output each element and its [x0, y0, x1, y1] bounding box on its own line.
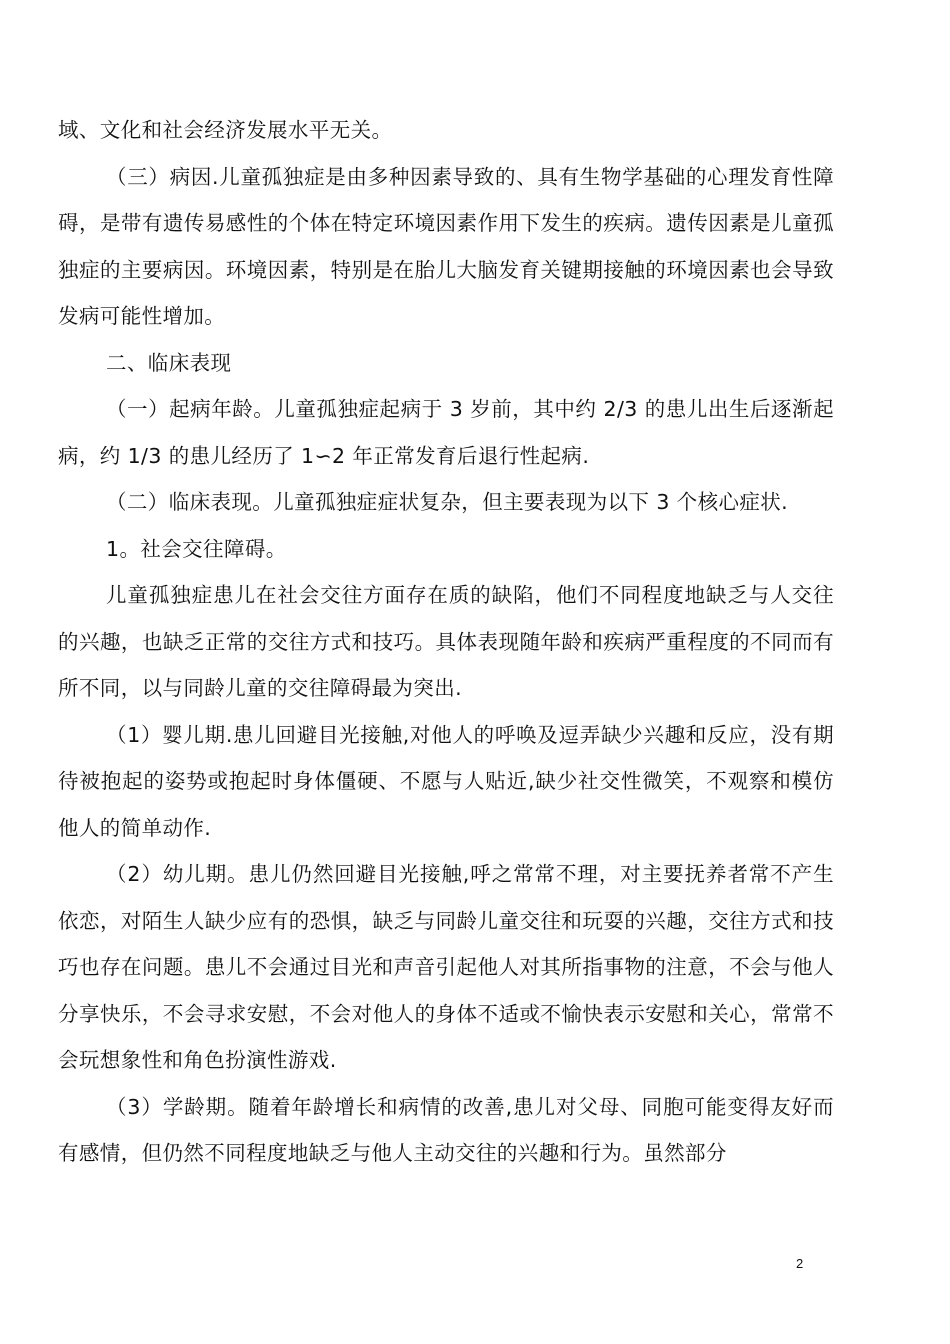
paragraph-onset-age: （一）起病年龄。儿童孤独症起病于 3 岁前，其中约 2/3 的患儿出生后逐渐起病，约 1/3 的患儿经历了 1∽2 年正常发育后退行性起病. [58, 397, 834, 468]
page-number: 2 [796, 1256, 804, 1271]
subheading-social-interaction: 1。社会交往障碍。 [106, 536, 287, 561]
paragraph-school-age: （3）学龄期。随着年龄增长和病情的改善,患儿对父母、同胞可能变得友好而有感情，但仍然不同程度地缺乏与他人主动交往的兴趣和行为。虽然部分 [58, 1094, 834, 1165]
section-heading-clinical: 二、临床表现 [106, 350, 232, 375]
paragraph-infancy: （1）婴儿期.患儿回避目光接触,对他人的呼唤及逗弄缺少兴趣和反应，没有期待被抱起的姿势或抱起时身体僵硬、不愿与人贴近,缺少社交性微笑，不观察和模仿他人的简单动作. [58, 722, 834, 840]
document-body [58, 107, 834, 1177]
paragraph-etiology: （三）病因.儿童孤独症是由多种因素导致的、具有生物学基础的心理发育性障碍，是带有遗传易感性的个体在特定环境因素作用下发生的疾病。遗传因素是儿童孤独症的主要病因。环境因素，特别是在胎儿大脑发育关键期接触的环境因素也会导致发病可能性增加。 [58, 164, 834, 328]
paragraph-social-deficit: 儿童孤独症患儿在社会交往方面存在质的缺陷，他们不同程度地缺乏与人交往的兴趣，也缺乏正常的交往方式和技巧。具体表现随年龄和疾病严重程度的不同而有所不同，以与同龄儿童的交往障碍最为突出. [58, 583, 834, 700]
paragraph-clinical-manifestation: （二）临床表现。儿童孤独症症状复杂，但主要表现为以下 3 个核心症状. [106, 490, 789, 514]
paragraph-continuation: 域、文化和社会经济发展水平无关。 [58, 118, 393, 142]
paragraph-toddler: （2）幼儿期。患儿仍然回避目光接触,呼之常常不理，对主要抚养者常不产生依恋，对陌生人缺少应有的恐惧，缺乏与同龄儿童交往和玩耍的兴趣，交往方式和技巧也存在问题。患儿不会通过目光和声音引起他人对其所指事物的注意，不会与他人分享快乐，不会寻求安慰，不会对他人的身体不适或不愉快表示安慰和关心，常常不会玩想象性和角色扮演性游戏. [58, 862, 834, 1072]
